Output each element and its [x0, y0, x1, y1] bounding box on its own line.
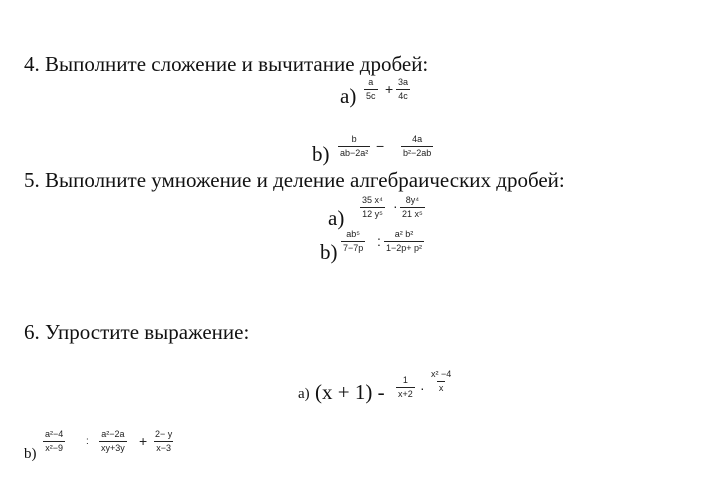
multiply-operator: ·: [393, 198, 398, 214]
numerator: 8y⁴: [405, 195, 420, 205]
denominator: x−3: [156, 443, 172, 453]
task6-a-expression: (x + 1) -: [315, 380, 385, 404]
plus-operator: +: [139, 433, 148, 449]
task4-b-fraction-1: [338, 135, 370, 158]
numerator: 4a: [412, 134, 423, 144]
numerator: a: [368, 77, 374, 87]
task6-heading: 6. Упростите выражение:: [24, 320, 250, 344]
task6-b-fraction-2: [99, 430, 127, 453]
task6-a-fraction-2: [429, 370, 453, 393]
denominator: xy+3y: [101, 443, 125, 453]
numerator: 2− y: [155, 429, 173, 439]
denominator: 5c: [366, 91, 376, 101]
numerator: a² b²: [394, 229, 414, 239]
task6-b-fraction-1: [43, 430, 65, 453]
task5-a-fraction-1: [360, 196, 385, 219]
task5-a-fraction-2: [400, 196, 425, 219]
numerator: x² −4: [431, 369, 452, 379]
minus-operator: −: [376, 138, 385, 154]
numerator: b: [351, 134, 357, 144]
denominator: x: [438, 383, 444, 393]
task4-b-label: b): [312, 142, 330, 166]
denominator: 7−7p: [343, 243, 364, 253]
task5-b-label: b): [320, 240, 338, 264]
denominator: 12 y⁵: [362, 209, 383, 219]
denominator: 21 x⁵: [402, 209, 423, 219]
denominator: ab−2a²: [340, 148, 369, 158]
numerator: a²−2a: [101, 429, 125, 439]
task4-a-label: a): [340, 84, 357, 108]
numerator: 1: [402, 375, 408, 385]
denominator: 1−2p+ p²: [386, 243, 423, 253]
task4-a-fraction-2: [396, 78, 410, 101]
task5-b-fraction-1: [341, 230, 365, 253]
task5-heading: 5. Выполните умножение и деление алгебраических дробей:: [24, 168, 565, 192]
numerator: ab⁵: [346, 229, 361, 239]
task5-b-fraction-2: [384, 230, 424, 253]
task5-a-label: a): [328, 206, 345, 230]
numerator: 35 x⁴: [362, 195, 383, 205]
multiply-operator: ·: [420, 380, 425, 396]
task4-a-fraction-1: [364, 78, 378, 101]
numerator: 3a: [398, 77, 409, 87]
numerator: a²−4: [45, 429, 64, 439]
task6-a-fraction-1: [396, 376, 415, 399]
task4-b-fraction-2: [401, 135, 433, 158]
task6-a-label: a): [298, 386, 310, 402]
divide-operator: :: [377, 233, 381, 249]
denominator: x²−9: [45, 443, 64, 453]
divide-operator: :: [86, 436, 89, 447]
denominator: 4c: [398, 91, 408, 101]
denominator: x+2: [398, 389, 413, 399]
plus-operator: +: [385, 81, 394, 97]
denominator: b²−2ab: [403, 148, 432, 158]
task6-b-label: b): [24, 446, 37, 462]
task6-b-fraction-3: [153, 430, 174, 453]
task4-heading: 4. Выполните сложение и вычитание дробей:: [24, 52, 429, 76]
